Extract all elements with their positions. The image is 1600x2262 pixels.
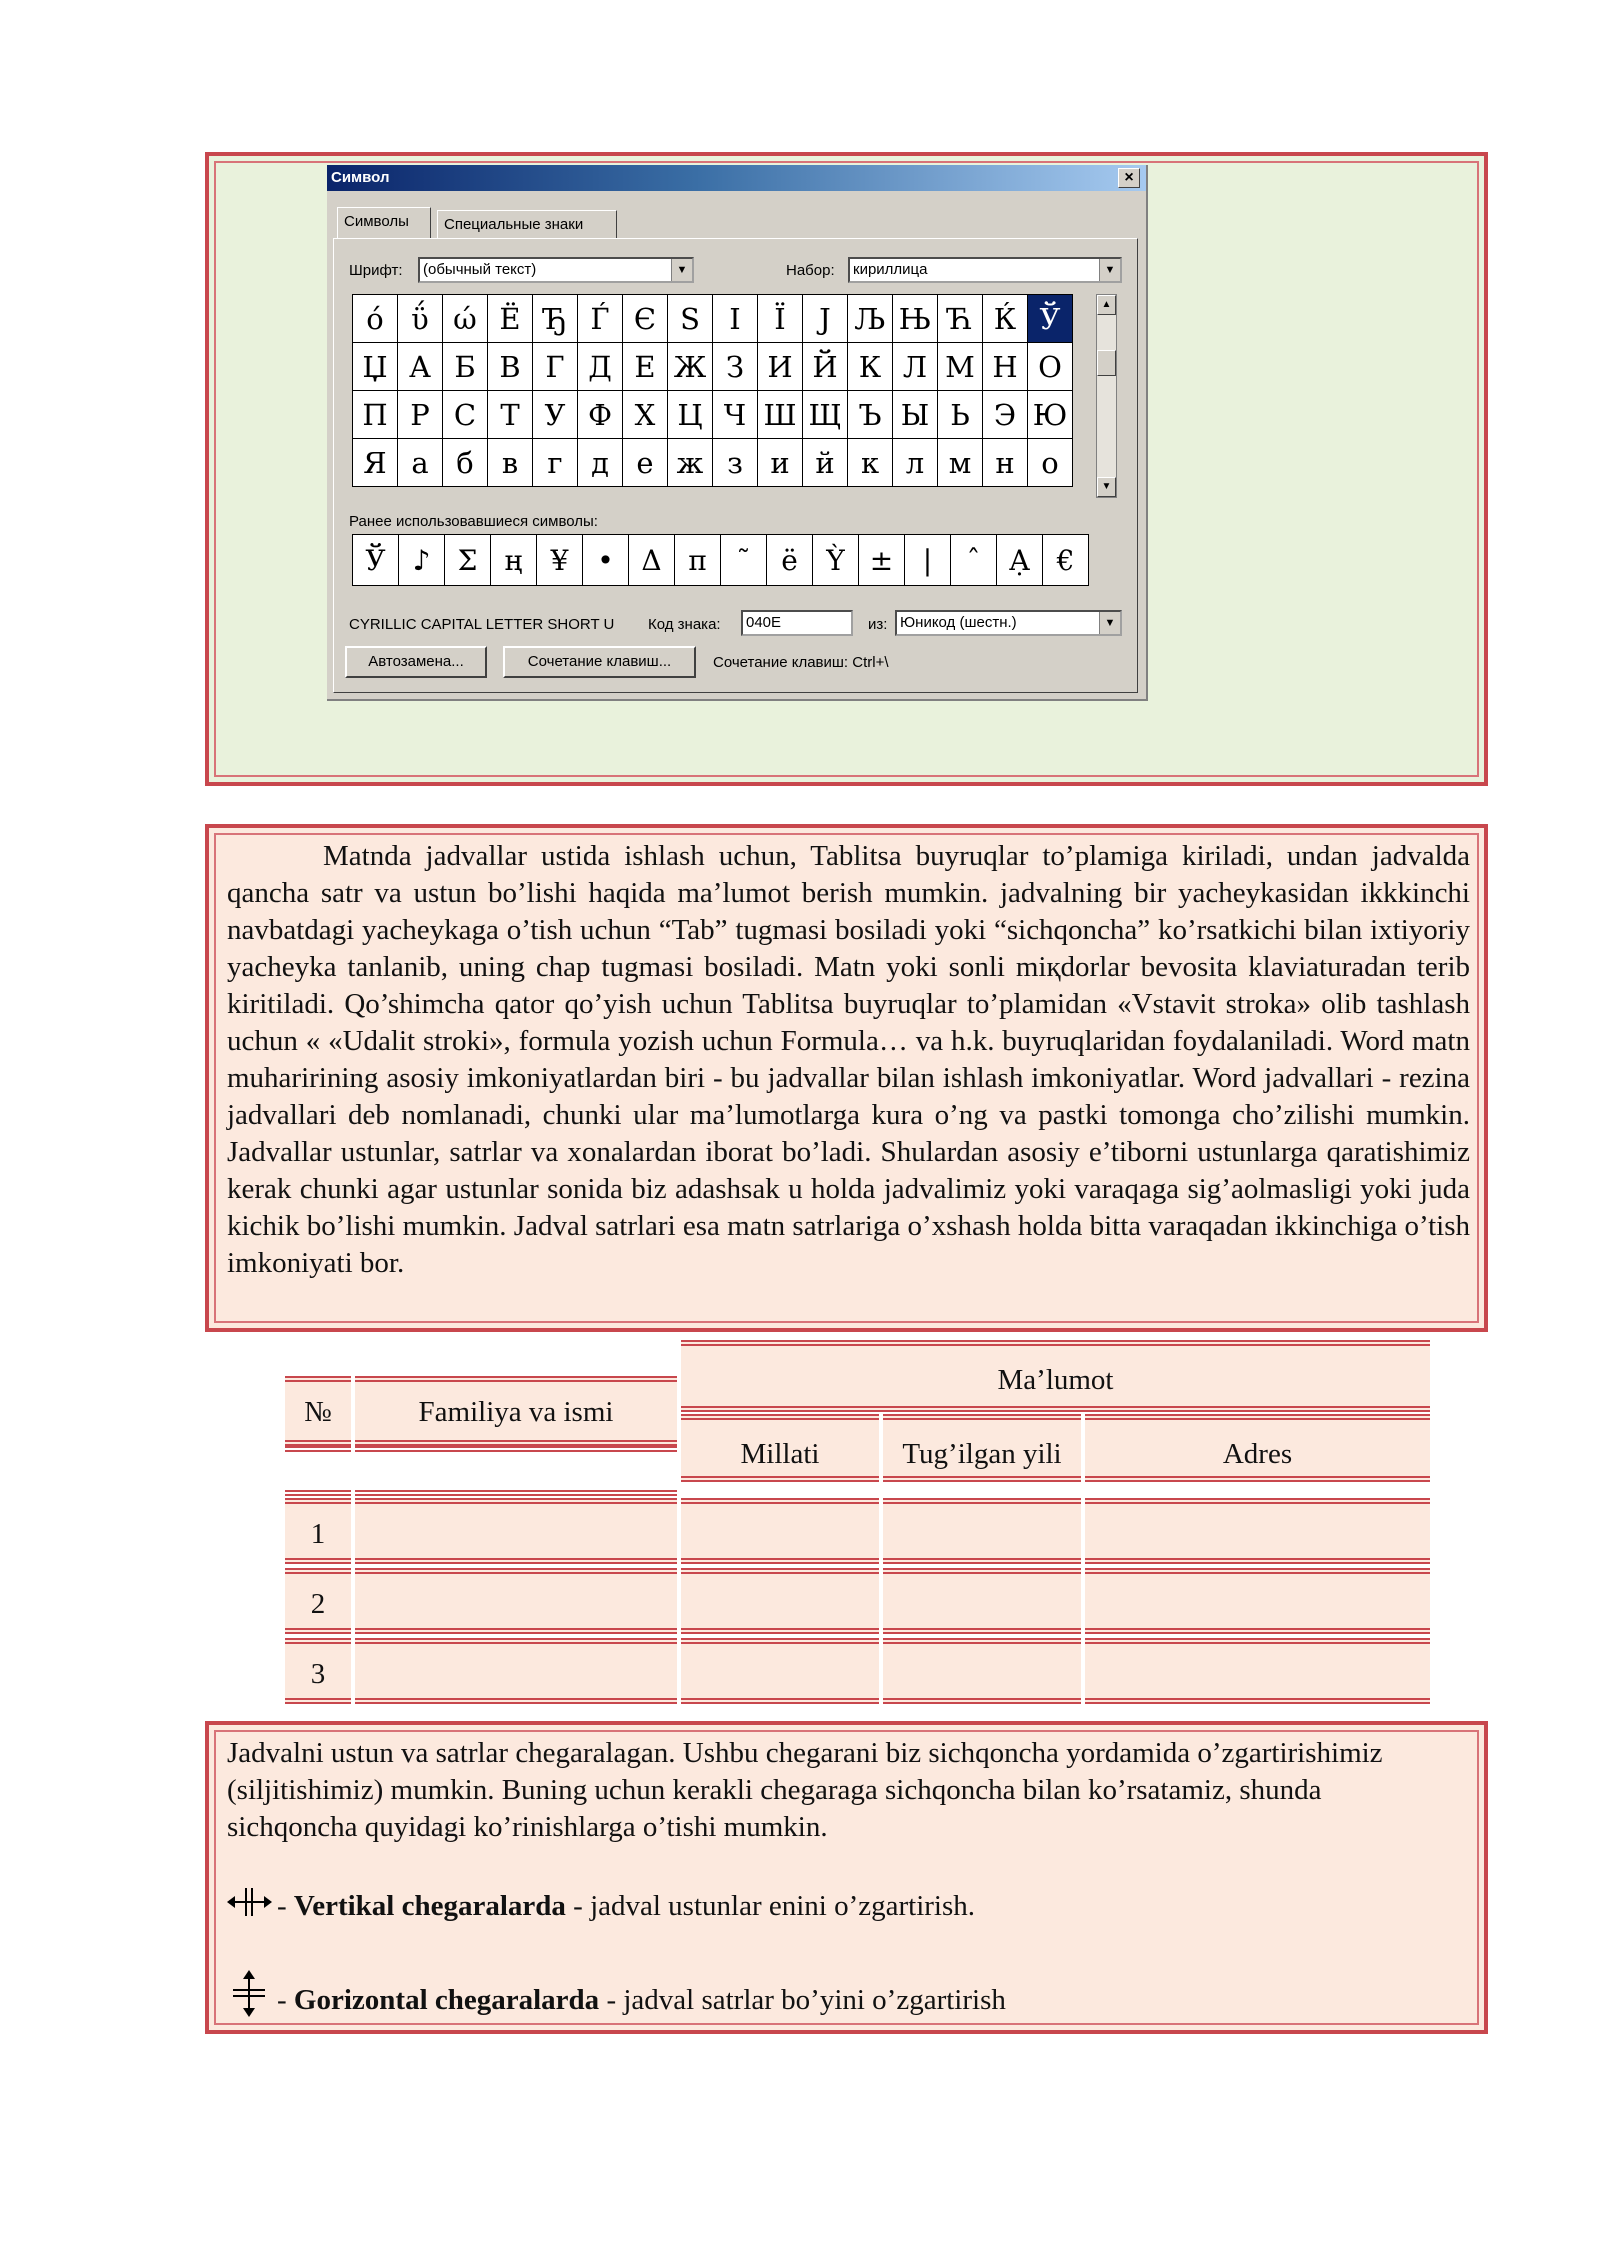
symbol-cell[interactable]: Г [533,343,578,391]
dialog-titlebar [327,165,1146,191]
symbol-cell[interactable]: н [983,439,1028,487]
set-label: Набор: [786,262,835,279]
symbol-cell[interactable]: е [623,439,668,487]
group-header: Ma’lumot [997,1364,1114,1396]
table-cell [285,1568,351,1634]
symbol-cell[interactable]: К [848,343,893,391]
symbol-cell[interactable]: б [443,439,488,487]
symbol-cell[interactable]: О [1028,343,1073,391]
symbol-cell[interactable]: Ш [758,391,803,439]
table-cell [883,1498,1081,1564]
vertical-resize-cursor-icon [227,1882,273,1922]
header-num: № [304,1396,332,1428]
tables-paragraph: Matnda jadvallar ustida ishlash uchun, Tablitsa buyruqlar to’plamiga kiriladi, undan jadvalda qancha satr va ustun bo’lishi haqida ma’lumot berish mumkin. jadvalning bir yacheykasidan ikkkinchi navbatdagi yacheykaga o’tish uchun “Tab” tugmasi bosiladi yoki “sichqoncha” ko’rsatkichi bilan ixtiyoriy yacheyka tanlanib, uning chap tugmasi bosiladi. Matn yoki sonli miқdorlar bevosita klaviaturadan terib kiritiladi. Qo’shimcha qator qo’yish uchun Tablitsa buyruqlar to’plamidan «Vstavit stroka» olib tashlash uchun « «Udalit stroki», formula yozish uchun Formula… va h.k. buyruqlaridan foydalaniladi. Word matn muharirining asosiy imkoniyatlardan biri - bu jadvallar bilan ishlash imkoniyatlar. Word jadvallari - rezina jadvallari deb nomlanadi, chunki ular ma’lumotlarga kura o’ng va pastki tomonga cho’zilishi mumkin. Jadvallar ustunlar, satrlar va xonalardan iborat bo’ladi. Shulardan asosiy e’tiborni ustunlarga qaratishimiz kerak chunki agar ustunlar sonida biz adashsak u holda jadvalimiz yoki varaqaga sig’aolmasligi yoki juda kichik bo’lishi mumkin. Jadval satrlari esa matn satrlariga o’xshash holda bitta varaqadan ikkinchiga o’tish imkoniyati bor. [227,840,1470,1279]
symbol-cell[interactable]: ΰ [398,295,443,343]
symbol-cell[interactable]: А [398,343,443,391]
recent-symbol-cell[interactable]: € [1043,535,1089,586]
symbol-cell[interactable]: П [353,391,398,439]
recent-symbol-cell[interactable]: π [675,535,721,586]
header-name-cell [355,1376,677,1446]
symbol-cell[interactable]: Џ [353,343,398,391]
table-cell [285,1498,351,1564]
table-cell [681,1638,879,1704]
font-select[interactable] [418,257,694,283]
symbol-cell[interactable]: И [758,343,803,391]
horizontal-borders-desc: - jadval satrlar bo’yini o’zgartirish [599,1984,1006,2016]
symbol-cell[interactable]: Н [983,343,1028,391]
table-cell [1085,1498,1430,1564]
subheader-cell [681,1414,879,1482]
symbol-cell[interactable]: Ц [668,391,713,439]
scroll-up-icon[interactable]: ▲ [1097,295,1116,315]
subheader-nationality: Millati [740,1438,820,1470]
header-name: Familiya va ismi [418,1396,614,1428]
scroll-thumb[interactable] [1097,350,1116,376]
symbol-cell[interactable]: и [758,439,803,487]
vertical-borders-title: Vertikal chegaralarda [293,1890,566,1922]
char-code-label: Код знака: [648,616,721,633]
symbol-grid-row [353,439,1073,487]
recent-symbol-cell[interactable]: Ў [353,535,399,586]
subheader-cell [1085,1414,1430,1482]
header-name-cell-lower [355,1446,677,1496]
symbol-cell[interactable]: д [578,439,623,487]
symbol-cell[interactable]: В [488,343,533,391]
set-select-value: кириллица [853,261,928,278]
tab-special-chars[interactable]: Специальные знаки [437,210,617,238]
recent-symbols-label: Ранее использовавшиеся символы: [349,513,598,530]
recent-symbol-cell[interactable]: ё [767,535,813,586]
symbol-cell[interactable]: Ы [893,391,938,439]
recent-symbol-cell[interactable]: Ỳ [813,535,859,586]
symbol-cell[interactable]: Ю [1028,391,1073,439]
symbol-cell[interactable]: Р [398,391,443,439]
table-cell [355,1568,677,1634]
symbol-cell[interactable]: М [938,343,983,391]
table-cell [883,1568,1081,1634]
font-label: Шрифт: [349,262,403,279]
cursor-intro-text: Jadvalni ustun va satrlar chegaralagan. Ushbu chegarani biz sichqoncha yordamida o’zgartirishimiz (siljitishimiz) mumkin. Buning uchun kerakli chegaraga sichqoncha bilan ko’rsatamiz, shunda sichqoncha quyidagi ko’rinishlarga o’tishi mumkin. [227,1737,1383,1843]
symbol-cell[interactable]: Ђ [533,295,578,343]
symbol-dialog [327,165,1148,701]
table-cell [355,1638,677,1704]
symbol-cell[interactable]: Њ [893,295,938,343]
symbol-cell[interactable]: Ч [713,391,758,439]
chevron-down-icon: ▼ [1099,612,1120,634]
table-cell [681,1498,879,1564]
symbol-cell[interactable]: З [713,343,758,391]
autocorrect-button[interactable]: Автозамена... [345,646,487,678]
chevron-down-icon: ▼ [671,259,692,281]
character-name: CYRILLIC CAPITAL LETTER SHORT U [349,616,615,633]
symbol-cell[interactable]: к [848,439,893,487]
vertical-borders-line [277,1888,1427,1925]
header-num-cell [285,1376,351,1446]
encoding-select[interactable] [895,610,1122,636]
recent-symbol-cell[interactable]: ♪ [399,535,445,586]
symbol-grid [352,294,1073,487]
char-code-input[interactable]: 040E [741,610,853,636]
symbol-cell[interactable]: Щ [803,391,848,439]
table-cell [355,1498,677,1564]
horizontal-borders-line [277,1982,1427,2019]
symbol-cell[interactable]: в [488,439,533,487]
symbol-cell[interactable]: У [533,391,578,439]
recent-symbols-grid [352,534,1089,586]
symbol-cell[interactable]: Е [623,343,668,391]
table-cell [285,1638,351,1704]
symbol-cell[interactable]: ж [668,439,713,487]
symbol-cell[interactable]: Ж [668,343,713,391]
vertical-borders-desc: - jadval ustunlar enini o’zgartirish. [565,1890,976,1922]
table-cell [883,1638,1081,1704]
symbol-cell[interactable]: Я [353,439,398,487]
symbol-cell[interactable]: Ј [803,295,848,343]
shortcut-key-text: Сочетание клавиш: Ctrl+\ [713,654,889,671]
table-cell [1085,1638,1430,1704]
symbol-grid-row [353,343,1073,391]
font-select-value: (обычный текст) [423,261,537,278]
symbol-cell[interactable]: Л [893,343,938,391]
symbol-cell[interactable]: Ъ [848,391,893,439]
recent-symbol-cell[interactable]: ˜ [721,535,767,586]
symbol-cell[interactable]: Э [983,391,1028,439]
symbol-cell[interactable]: Ѕ [668,295,713,343]
symbol-cell[interactable]: Ѓ [578,295,623,343]
symbol-cell[interactable]: Х [623,391,668,439]
close-button[interactable] [1118,168,1140,188]
table-cell [1085,1568,1430,1634]
row-number: 1 [310,1518,326,1550]
dialog-title: Символ [331,169,390,186]
symbol-cell[interactable]: Т [488,391,533,439]
symbol-cell[interactable]: Љ [848,295,893,343]
symbol-cell[interactable]: ó [353,295,398,343]
recent-symbol-cell[interactable]: ˆ [951,535,997,586]
recent-symbol-cell[interactable]: Σ [445,535,491,586]
tab-symbols[interactable]: Символы [337,207,431,238]
recent-symbol-cell[interactable]: ¥ [537,535,583,586]
symbol-cell[interactable]: Ї [758,295,803,343]
symbol-cell[interactable]: з [713,439,758,487]
scroll-down-icon[interactable]: ▼ [1097,477,1116,497]
header-num-cell-lower [285,1446,351,1496]
group-header-cell [681,1340,1430,1412]
row-number: 2 [310,1588,326,1620]
recent-symbol-cell[interactable]: Δ [629,535,675,586]
subheader-birth-year: Tug’ilgan yili [902,1438,1062,1470]
symbol-cell[interactable]: м [938,439,983,487]
symbol-cell[interactable]: Ћ [938,295,983,343]
symbol-cell[interactable]: Ь [938,391,983,439]
recent-symbol-cell[interactable]: | [905,535,951,586]
from-label: из: [868,616,888,633]
symbol-cell[interactable]: Й [803,343,848,391]
horizontal-resize-cursor-icon [229,1970,269,2018]
symbol-cell[interactable]: Д [578,343,623,391]
recent-symbol-cell[interactable]: Ạ [997,535,1043,586]
row-number: 3 [310,1658,326,1690]
symbol-cell[interactable]: о [1028,439,1073,487]
symbol-cell[interactable]: й [803,439,848,487]
symbol-grid-row [353,391,1073,439]
symbol-cell[interactable]: а [398,439,443,487]
close-icon: × [1124,169,1134,186]
set-select[interactable] [848,257,1122,283]
symbol-cell[interactable]: Б [443,343,488,391]
subheader-cell [883,1414,1081,1482]
symbol-cell[interactable]: С [443,391,488,439]
symbol-grid-scrollbar[interactable] [1096,294,1117,498]
symbol-cell[interactable]: Ќ [983,295,1028,343]
chevron-down-icon: ▼ [1099,259,1120,281]
recent-symbol-cell[interactable]: ң [491,535,537,586]
symbol-cell[interactable]: л [893,439,938,487]
symbol-cell[interactable]: Є [623,295,668,343]
shortcut-key-button[interactable]: Сочетание клавиш... [503,646,696,678]
symbol-cell[interactable]: Ў [1028,295,1073,343]
recent-symbols-row [353,535,1089,586]
symbol-cell[interactable]: Ф [578,391,623,439]
symbol-cell[interactable]: Ё [488,295,533,343]
recent-symbol-cell[interactable]: • [583,535,629,586]
symbol-cell[interactable]: І [713,295,758,343]
horizontal-dash: - [277,1984,294,2016]
table-cell [681,1568,879,1634]
symbol-cell[interactable]: г [533,439,578,487]
symbol-cell[interactable]: ώ [443,295,488,343]
vertical-dash: - [277,1890,294,1922]
encoding-select-value: Юникод (шестн.) [900,614,1017,631]
symbol-grid-row [353,295,1073,343]
recent-symbol-cell[interactable]: ± [859,535,905,586]
subheader-address: Adres [1222,1438,1293,1470]
horizontal-borders-title: Gorizontal chegaralarda [293,1984,600,2016]
